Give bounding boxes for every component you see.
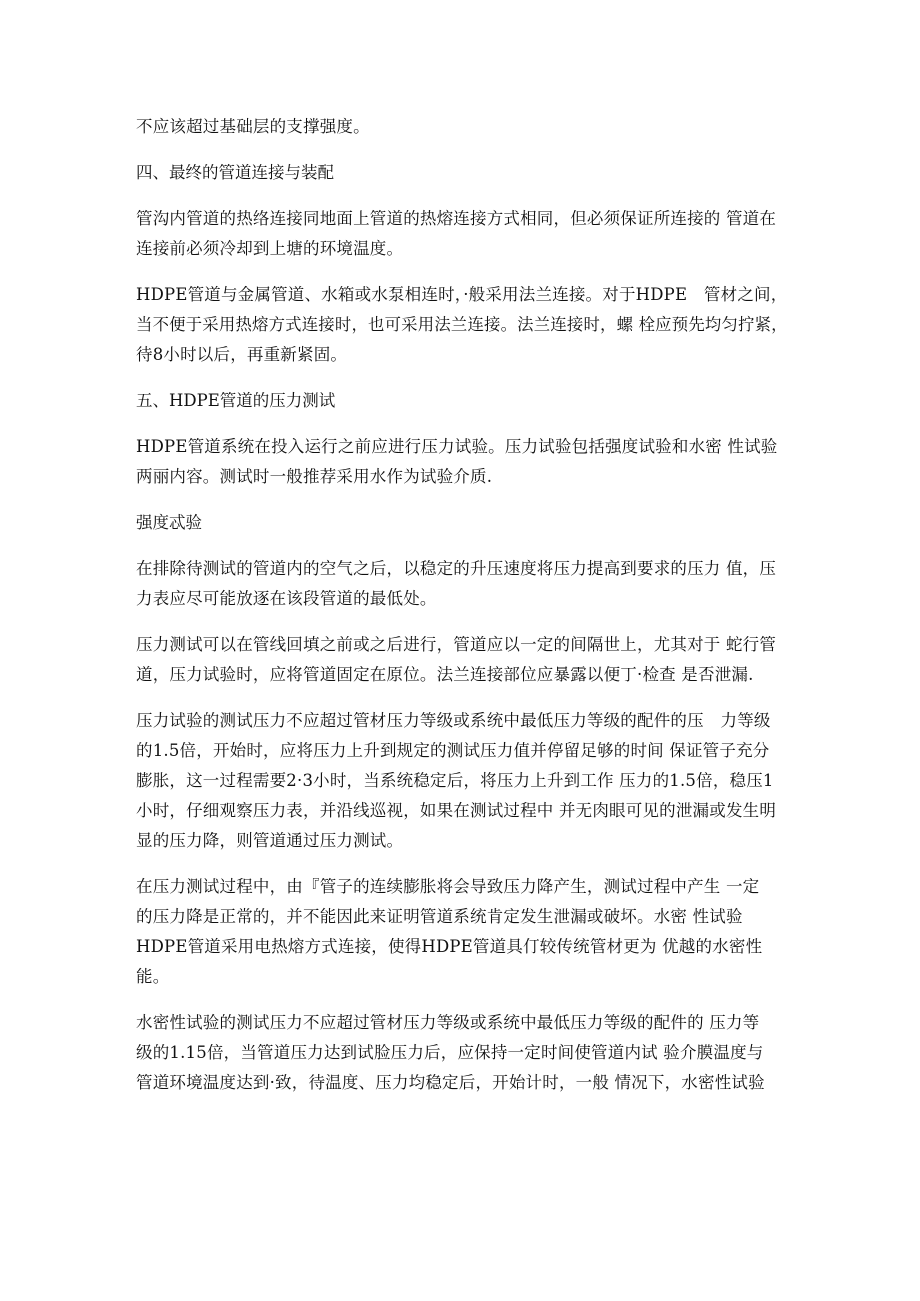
text-line: 级的1.15倍，当管道压力达到试脸压力后，应保持一定时间使管道内试 验介膜温度与 bbox=[136, 1043, 764, 1062]
paragraph bbox=[136, 872, 788, 992]
text-line: 当不便于采用热熔方式连接时，也可采用法兰连接。法兰连接时，螺 栓应预先均匀拧紧， bbox=[136, 315, 788, 334]
text-line: 在排除待测试的管道内的空气之后，以稳定的升压速度将压力提高到要求的压力 值，压 bbox=[136, 559, 777, 578]
text-line: 在压力测试过程中，由『管子的连续膨胀将会导致压力降产生，测试过程中产生 一定 bbox=[136, 877, 760, 896]
text-line: 的1.5倍，开始时，应将压力上升到规定的测试压力值并停留足够的时间 保证管子充分 bbox=[136, 741, 770, 760]
text-line: 能。 bbox=[136, 967, 170, 986]
document-body bbox=[136, 112, 788, 1114]
text-line: 显的压力降，则管道通过压力测试。 bbox=[136, 831, 404, 850]
text-line: HDPE管道系统在投入运行之前应进行压力试验。压力试验包括强度试验和水密 性试验 bbox=[136, 437, 778, 456]
text-line: 不应该超过基础层的支撑强度。 bbox=[136, 117, 370, 136]
text-line: 两丽内容。测试时一般推荐采用水作为试验介质. bbox=[136, 467, 493, 486]
paragraph bbox=[136, 630, 788, 690]
text-line: 四、最终的管道连接与装配 bbox=[136, 163, 334, 182]
text-line: 力表应尽可能放逐在该段管道的最低处。 bbox=[136, 589, 437, 608]
text-line: 管道环境温度达到·致，待温度、压力均稳定后，开始计时，一般 情况下，水密性试验 bbox=[136, 1073, 765, 1092]
text-line: 待8小时以后，再重新紧固。 bbox=[136, 345, 348, 364]
text-line: 压力测试可以在管线回填之前或之后进行，管道应以一定的间隔世上，尤其对于 蛇行管 bbox=[136, 635, 777, 654]
paragraph bbox=[136, 280, 788, 370]
paragraph bbox=[136, 432, 788, 492]
text-line: 小时，仔细观察压力表，并沿线巡视，如果在测试过程中 并无肉眼可见的泄漏或发生明 bbox=[136, 801, 777, 820]
text-line: 的压力降是正常的，并不能因此来证明管道系统肯定发生泄漏或破坏。水密 性试验 bbox=[136, 907, 743, 926]
paragraph bbox=[136, 112, 788, 142]
text-line: 压力试验的测试压力不应超过管材压力等级或系统中最低压力等级的配件的压 力等级 bbox=[136, 711, 771, 730]
text-line: HDPE管道采用电热熔方式连接，使得HDPE管道具仃较传统管材更为 优越的水密性 bbox=[136, 937, 763, 956]
section-heading bbox=[136, 508, 788, 538]
paragraph bbox=[136, 706, 788, 856]
section-heading bbox=[136, 158, 788, 188]
text-line: 道，压力试验时，应将管道固定在原位。法兰连接部位应暴露以便丁·检查 是否泄漏. bbox=[136, 665, 754, 684]
paragraph bbox=[136, 1008, 788, 1098]
text-line: 连接前必须冷却到上塘的环境温度。 bbox=[136, 239, 404, 258]
section-heading bbox=[136, 386, 788, 416]
text-line: 五、HDPE管道的压力测试 bbox=[136, 391, 336, 410]
text-line: 强度忒验 bbox=[136, 513, 202, 532]
paragraph bbox=[136, 204, 788, 264]
text-line: 管沟内管道的热络连接同地面上管道的热熔连接方式相同，但必须保证所连接的 管道在 bbox=[136, 209, 777, 228]
paragraph bbox=[136, 554, 788, 614]
text-line: HDPE管道与金属管道、水箱或水泵相连时，·般采用法兰连接。对于HDPE 管材之间， bbox=[136, 285, 788, 304]
text-line: 膨胀，这一过程需要2·3小时，当系统稳定后，将压力上升到工作 压力的1.5倍，稳压1 bbox=[136, 771, 774, 790]
text-line: 水密性试验的测试压力不应超过管材压力等级或系统中最低压力等级的配件的 压力等 bbox=[136, 1013, 760, 1032]
